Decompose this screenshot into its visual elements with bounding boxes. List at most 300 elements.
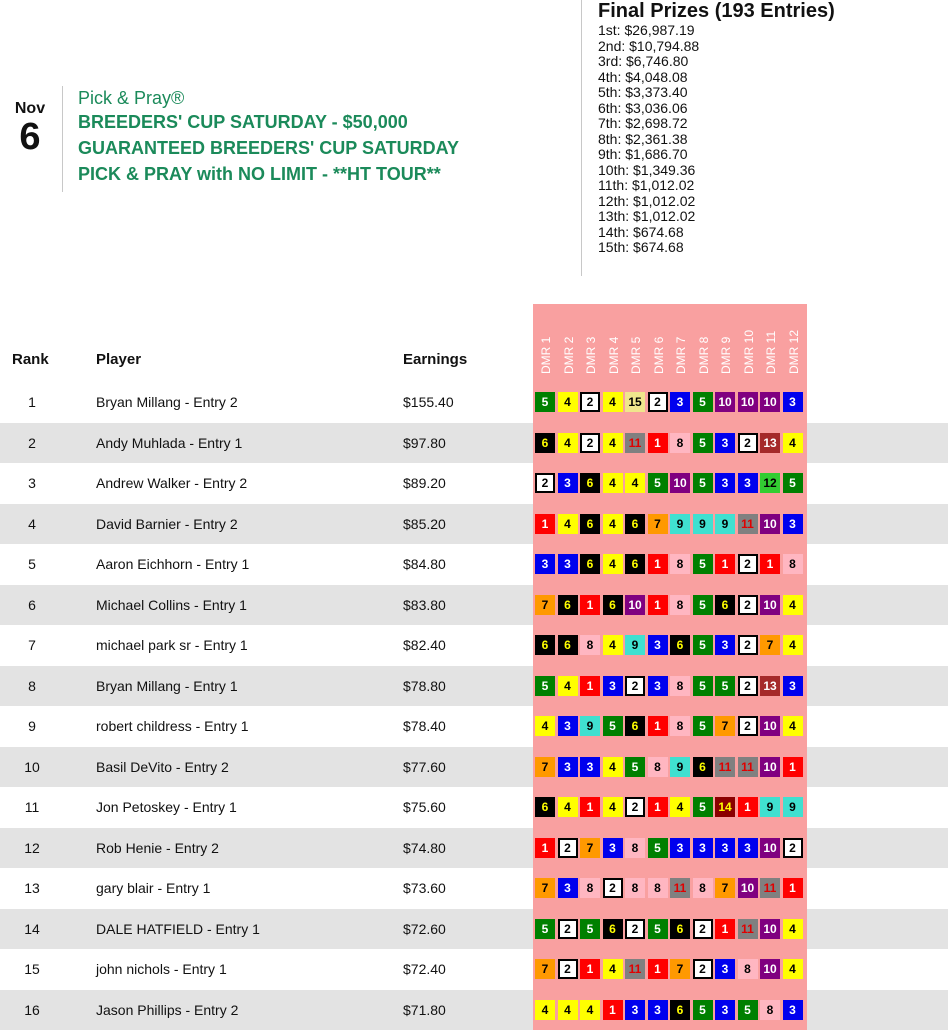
player-name-cell: gary blair - Entry 1	[96, 880, 210, 896]
table-row	[0, 666, 948, 707]
pick-saddle-cloth: 10	[760, 595, 780, 615]
pick-saddle-cloth: 15	[625, 392, 645, 412]
pick-saddle-cloth: 1	[535, 838, 555, 858]
pick-saddle-cloth: 6	[603, 595, 623, 615]
pick-saddle-cloth: 7	[535, 595, 555, 615]
pick-saddle-cloth: 4	[558, 797, 578, 817]
pick-saddle-cloth: 2	[535, 473, 555, 493]
pick-saddle-cloth: 6	[670, 635, 690, 655]
player-name-cell: Basil DeVito - Entry 2	[96, 759, 229, 775]
pick-saddle-cloth: 2	[558, 959, 578, 979]
rank-cell: 4	[0, 516, 64, 532]
pick-saddle-cloth: 1	[648, 554, 668, 574]
pick-saddle-cloth: 11	[670, 878, 690, 898]
pick-saddle-cloth: 3	[580, 757, 600, 777]
pick-saddle-cloth: 1	[580, 797, 600, 817]
race-header-label: DMR 8	[697, 308, 711, 374]
table-row	[0, 868, 948, 909]
pick-saddle-cloth: 1	[760, 554, 780, 574]
pick-saddle-cloth: 3	[783, 514, 803, 534]
pick-saddle-cloth: 8	[648, 757, 668, 777]
player-name-cell: Rob Henie - Entry 2	[96, 840, 219, 856]
table-row	[0, 625, 948, 666]
pick-saddle-cloth: 9	[783, 797, 803, 817]
pick-saddle-cloth: 5	[738, 1000, 758, 1020]
pick-saddle-cloth: 6	[535, 797, 555, 817]
rank-column-header: Rank	[12, 351, 49, 368]
rank-cell: 9	[0, 718, 64, 734]
pick-saddle-cloth: 4	[670, 797, 690, 817]
event-title-line: PICK & PRAY with NO LIMIT - **HT TOUR**	[78, 161, 572, 187]
pick-saddle-cloth: 2	[580, 392, 600, 412]
table-row	[0, 747, 948, 788]
prize-item: 13th: $1,012.02	[598, 209, 941, 225]
pick-saddle-cloth: 7	[535, 878, 555, 898]
pick-saddle-cloth: 5	[693, 1000, 713, 1020]
pick-saddle-cloth: 10	[738, 878, 758, 898]
rank-cell: 5	[0, 556, 64, 572]
pick-saddle-cloth: 1	[648, 595, 668, 615]
picks-cells	[535, 1000, 805, 1020]
picks-cells	[535, 676, 805, 696]
pick-saddle-cloth: 5	[693, 635, 713, 655]
pick-saddle-cloth: 6	[580, 554, 600, 574]
race-header-label: DMR 10	[742, 308, 756, 374]
prize-item: 11th: $1,012.02	[598, 178, 941, 194]
pick-saddle-cloth: 4	[603, 392, 623, 412]
player-column-header: Player	[96, 351, 141, 368]
pick-saddle-cloth: 2	[738, 433, 758, 453]
event-title-line: GUARANTEED BREEDERS' CUP SATURDAY	[78, 135, 572, 161]
pick-saddle-cloth: 11	[715, 757, 735, 777]
event-month: Nov	[10, 100, 50, 118]
pick-saddle-cloth: 6	[580, 473, 600, 493]
pick-saddle-cloth: 2	[783, 838, 803, 858]
prizes-heading: Final Prizes (193 Entries)	[598, 0, 941, 22]
pick-saddle-cloth: 1	[580, 959, 600, 979]
pick-saddle-cloth: 2	[558, 838, 578, 858]
race-header-label: DMR 6	[652, 308, 666, 374]
picks-cells	[535, 797, 805, 817]
pick-saddle-cloth: 4	[783, 595, 803, 615]
pick-saddle-cloth: 5	[535, 676, 555, 696]
picks-cells	[535, 473, 805, 493]
pick-saddle-cloth: 2	[625, 676, 645, 696]
final-prizes	[581, 0, 941, 276]
pick-saddle-cloth: 8	[648, 878, 668, 898]
earnings-cell: $97.80	[403, 435, 446, 451]
table-row	[0, 504, 948, 545]
pick-saddle-cloth: 3	[783, 676, 803, 696]
earnings-cell: $72.40	[403, 961, 446, 977]
pick-saddle-cloth: 3	[783, 1000, 803, 1020]
pick-saddle-cloth: 11	[760, 878, 780, 898]
pick-saddle-cloth: 5	[625, 757, 645, 777]
pick-saddle-cloth: 3	[625, 1000, 645, 1020]
pick-saddle-cloth: 5	[693, 433, 713, 453]
pick-saddle-cloth: 7	[648, 514, 668, 534]
pick-saddle-cloth: 5	[693, 716, 713, 736]
rank-cell: 14	[0, 921, 64, 937]
table-row	[0, 828, 948, 869]
pick-saddle-cloth: 4	[535, 716, 555, 736]
pick-saddle-cloth: 1	[603, 1000, 623, 1020]
table-row	[0, 544, 948, 585]
prize-item: 2nd: $10,794.88	[598, 39, 941, 55]
prize-item: 4th: $4,048.08	[598, 70, 941, 86]
rank-cell: 13	[0, 880, 64, 896]
pick-saddle-cloth: 4	[603, 959, 623, 979]
player-name-cell: Andy Muhlada - Entry 1	[96, 435, 242, 451]
earnings-cell: $75.60	[403, 799, 446, 815]
pick-saddle-cloth: 1	[580, 595, 600, 615]
earnings-cell: $78.40	[403, 718, 446, 734]
rank-cell: 16	[0, 1002, 64, 1018]
pick-saddle-cloth: 4	[783, 635, 803, 655]
pick-saddle-cloth: 11	[625, 433, 645, 453]
pick-saddle-cloth: 6	[625, 514, 645, 534]
brand-name: Pick & Pray®	[78, 87, 572, 109]
pick-saddle-cloth: 10	[760, 392, 780, 412]
pick-saddle-cloth: 6	[625, 554, 645, 574]
player-name-cell: robert childress - Entry 1	[96, 718, 249, 734]
player-name-cell: Jason Phillips - Entry 2	[96, 1002, 238, 1018]
event-day: 6	[10, 118, 50, 156]
prize-item: 15th: $674.68	[598, 240, 941, 256]
race-header-label: DMR 12	[787, 308, 801, 374]
pick-saddle-cloth: 9	[715, 514, 735, 534]
pick-saddle-cloth: 5	[783, 473, 803, 493]
pick-saddle-cloth: 13	[760, 676, 780, 696]
table-row	[0, 382, 948, 423]
pick-saddle-cloth: 11	[738, 919, 758, 939]
pick-saddle-cloth: 1	[648, 716, 668, 736]
pick-saddle-cloth: 2	[738, 676, 758, 696]
pick-saddle-cloth: 4	[603, 757, 623, 777]
pick-saddle-cloth: 10	[760, 919, 780, 939]
picks-cells	[535, 554, 805, 574]
race-header-label: DMR 4	[607, 308, 621, 374]
pick-saddle-cloth: 3	[693, 838, 713, 858]
pick-saddle-cloth: 14	[715, 797, 735, 817]
table-row	[0, 585, 948, 626]
pick-saddle-cloth: 4	[603, 635, 623, 655]
pick-saddle-cloth: 11	[625, 959, 645, 979]
pick-saddle-cloth: 2	[625, 919, 645, 939]
pick-saddle-cloth: 4	[558, 514, 578, 534]
prize-item: 9th: $1,686.70	[598, 147, 941, 163]
pick-saddle-cloth: 3	[715, 635, 735, 655]
pick-saddle-cloth: 9	[625, 635, 645, 655]
pick-saddle-cloth: 5	[580, 919, 600, 939]
picks-cells	[535, 716, 805, 736]
player-name-cell: Bryan Millang - Entry 2	[96, 394, 238, 410]
pick-saddle-cloth: 4	[603, 514, 623, 534]
prize-item: 6th: $3,036.06	[598, 101, 941, 117]
race-header-label: DMR 1	[539, 308, 553, 374]
earnings-cell: $73.60	[403, 880, 446, 896]
earnings-cell: $72.60	[403, 921, 446, 937]
pick-saddle-cloth: 3	[715, 838, 735, 858]
pick-saddle-cloth: 10	[715, 392, 735, 412]
table-row	[0, 909, 948, 950]
pick-saddle-cloth: 12	[760, 473, 780, 493]
pick-saddle-cloth: 4	[783, 959, 803, 979]
race-header-label: DMR 7	[674, 308, 688, 374]
pick-saddle-cloth: 1	[715, 554, 735, 574]
pick-saddle-cloth: 1	[535, 514, 555, 534]
pick-saddle-cloth: 5	[693, 797, 713, 817]
pick-saddle-cloth: 4	[603, 433, 623, 453]
pick-saddle-cloth: 10	[670, 473, 690, 493]
pick-saddle-cloth: 1	[580, 676, 600, 696]
pick-saddle-cloth: 8	[693, 878, 713, 898]
event-title-line: BREEDERS' CUP SATURDAY - $50,000	[78, 109, 572, 135]
pick-saddle-cloth: 9	[693, 514, 713, 534]
pick-saddle-cloth: 8	[670, 554, 690, 574]
pick-saddle-cloth: 5	[648, 838, 668, 858]
pick-saddle-cloth: 4	[558, 1000, 578, 1020]
pick-saddle-cloth: 3	[558, 473, 578, 493]
player-name-cell: DALE HATFIELD - Entry 1	[96, 921, 260, 937]
pick-saddle-cloth: 5	[535, 392, 555, 412]
picks-cells	[535, 757, 805, 777]
pick-saddle-cloth: 6	[535, 635, 555, 655]
pick-saddle-cloth: 9	[670, 514, 690, 534]
picks-cells	[535, 919, 805, 939]
pick-saddle-cloth: 2	[603, 878, 623, 898]
pick-saddle-cloth: 8	[760, 1000, 780, 1020]
picks-cells	[535, 595, 805, 615]
pick-saddle-cloth: 9	[760, 797, 780, 817]
pick-saddle-cloth: 4	[783, 433, 803, 453]
pick-saddle-cloth: 10	[625, 595, 645, 615]
rank-cell: 12	[0, 840, 64, 856]
pick-saddle-cloth: 4	[558, 392, 578, 412]
prizes-list	[598, 23, 941, 256]
table-row	[0, 706, 948, 747]
earnings-cell: $83.80	[403, 597, 446, 613]
pick-saddle-cloth: 13	[760, 433, 780, 453]
pick-saddle-cloth: 6	[625, 716, 645, 736]
player-name-cell: michael park sr - Entry 1	[96, 637, 248, 653]
pick-saddle-cloth: 7	[715, 878, 735, 898]
pick-saddle-cloth: 8	[670, 716, 690, 736]
pick-saddle-cloth: 1	[648, 797, 668, 817]
pick-saddle-cloth: 4	[535, 1000, 555, 1020]
pick-saddle-cloth: 11	[738, 757, 758, 777]
picks-cells	[535, 878, 805, 898]
pick-saddle-cloth: 3	[783, 392, 803, 412]
prize-item: 8th: $2,361.38	[598, 132, 941, 148]
race-header-label: DMR 5	[629, 308, 643, 374]
picks-cells	[535, 433, 805, 453]
pick-saddle-cloth: 2	[693, 959, 713, 979]
pick-saddle-cloth: 3	[715, 959, 735, 979]
pick-saddle-cloth: 2	[738, 554, 758, 574]
pick-saddle-cloth: 8	[670, 595, 690, 615]
pick-saddle-cloth: 3	[558, 554, 578, 574]
pick-saddle-cloth: 4	[580, 1000, 600, 1020]
table-row	[0, 949, 948, 990]
pick-saddle-cloth: 4	[783, 919, 803, 939]
pick-saddle-cloth: 3	[715, 473, 735, 493]
table-row	[0, 463, 948, 504]
pick-saddle-cloth: 3	[715, 433, 735, 453]
pick-saddle-cloth: 3	[558, 757, 578, 777]
pick-saddle-cloth: 3	[648, 676, 668, 696]
pick-saddle-cloth: 8	[738, 959, 758, 979]
pick-saddle-cloth: 5	[603, 716, 623, 736]
rank-cell: 15	[0, 961, 64, 977]
prize-item: 3rd: $6,746.80	[598, 54, 941, 70]
prize-item: 10th: $1,349.36	[598, 163, 941, 179]
pick-saddle-cloth: 6	[558, 635, 578, 655]
event-title	[78, 109, 572, 187]
pick-saddle-cloth: 8	[580, 635, 600, 655]
pick-saddle-cloth: 6	[670, 1000, 690, 1020]
pick-saddle-cloth: 3	[738, 473, 758, 493]
picks-cells	[535, 635, 805, 655]
pick-saddle-cloth: 7	[760, 635, 780, 655]
pick-saddle-cloth: 10	[760, 959, 780, 979]
pick-saddle-cloth: 3	[670, 392, 690, 412]
table-row	[0, 423, 948, 464]
race-header-label: DMR 3	[584, 308, 598, 374]
rank-cell: 8	[0, 678, 64, 694]
rank-cell: 6	[0, 597, 64, 613]
pick-saddle-cloth: 5	[693, 392, 713, 412]
pick-saddle-cloth: 5	[693, 473, 713, 493]
pick-saddle-cloth: 1	[783, 757, 803, 777]
earnings-cell: $89.20	[403, 475, 446, 491]
pick-saddle-cloth: 2	[580, 433, 600, 453]
player-name-cell: Jon Petoskey - Entry 1	[96, 799, 237, 815]
race-header-label: DMR 11	[764, 308, 778, 374]
pick-saddle-cloth: 4	[558, 433, 578, 453]
player-name-cell: Bryan Millang - Entry 1	[96, 678, 238, 694]
earnings-cell: $78.80	[403, 678, 446, 694]
pick-saddle-cloth: 6	[580, 514, 600, 534]
pick-saddle-cloth: 3	[603, 676, 623, 696]
pick-saddle-cloth: 5	[693, 676, 713, 696]
pick-saddle-cloth: 7	[580, 838, 600, 858]
pick-saddle-cloth: 7	[535, 757, 555, 777]
earnings-cell: $85.20	[403, 516, 446, 532]
pick-saddle-cloth: 2	[648, 392, 668, 412]
pick-saddle-cloth: 4	[625, 473, 645, 493]
rank-cell: 1	[0, 394, 64, 410]
earnings-cell: $71.80	[403, 1002, 446, 1018]
pick-saddle-cloth: 6	[670, 919, 690, 939]
prize-item: 12th: $1,012.02	[598, 194, 941, 210]
pick-saddle-cloth: 6	[535, 433, 555, 453]
earnings-cell: $82.40	[403, 637, 446, 653]
pick-saddle-cloth: 2	[738, 716, 758, 736]
picks-cells	[535, 514, 805, 534]
pick-saddle-cloth: 5	[535, 919, 555, 939]
pick-saddle-cloth: 8	[580, 878, 600, 898]
pick-saddle-cloth: 7	[715, 716, 735, 736]
prize-item: 5th: $3,373.40	[598, 85, 941, 101]
pick-saddle-cloth: 8	[783, 554, 803, 574]
pick-saddle-cloth: 5	[648, 473, 668, 493]
pick-saddle-cloth: 6	[715, 595, 735, 615]
pick-saddle-cloth: 3	[558, 878, 578, 898]
pick-saddle-cloth: 3	[670, 838, 690, 858]
pick-saddle-cloth: 10	[760, 838, 780, 858]
earnings-cell: $155.40	[403, 394, 454, 410]
prize-item: 7th: $2,698.72	[598, 116, 941, 132]
pick-saddle-cloth: 2	[558, 919, 578, 939]
player-name-cell: john nichols - Entry 1	[96, 961, 227, 977]
pick-saddle-cloth: 1	[648, 433, 668, 453]
pick-saddle-cloth: 3	[535, 554, 555, 574]
rank-cell: 3	[0, 475, 64, 491]
pick-saddle-cloth: 1	[715, 919, 735, 939]
pick-saddle-cloth: 6	[558, 595, 578, 615]
earnings-column-header: Earnings	[403, 351, 467, 368]
earnings-cell: $84.80	[403, 556, 446, 572]
pick-saddle-cloth: 2	[738, 635, 758, 655]
pick-saddle-cloth: 5	[648, 919, 668, 939]
race-header-label: DMR 2	[562, 308, 576, 374]
pick-saddle-cloth: 8	[625, 878, 645, 898]
earnings-cell: $74.80	[403, 840, 446, 856]
pick-saddle-cloth: 2	[625, 797, 645, 817]
pick-saddle-cloth: 5	[715, 676, 735, 696]
pick-saddle-cloth: 10	[760, 514, 780, 534]
event-title-block	[62, 86, 572, 192]
event-date	[10, 100, 50, 156]
pick-saddle-cloth: 3	[738, 838, 758, 858]
race-header-labels	[536, 306, 806, 374]
pick-saddle-cloth: 2	[693, 919, 713, 939]
pick-saddle-cloth: 11	[738, 514, 758, 534]
pick-saddle-cloth: 5	[693, 554, 713, 574]
pick-saddle-cloth: 8	[625, 838, 645, 858]
pick-saddle-cloth: 3	[558, 716, 578, 736]
pick-saddle-cloth: 4	[603, 797, 623, 817]
pick-saddle-cloth: 3	[603, 838, 623, 858]
pick-saddle-cloth: 10	[760, 716, 780, 736]
pick-saddle-cloth: 7	[670, 959, 690, 979]
rank-cell: 10	[0, 759, 64, 775]
picks-cells	[535, 959, 805, 979]
picks-cells	[535, 838, 805, 858]
pick-saddle-cloth: 8	[670, 676, 690, 696]
pick-saddle-cloth: 5	[693, 595, 713, 615]
pick-saddle-cloth: 9	[580, 716, 600, 736]
prize-item: 1st: $26,987.19	[598, 23, 941, 39]
pick-saddle-cloth: 6	[603, 919, 623, 939]
player-name-cell: David Barnier - Entry 2	[96, 516, 238, 532]
player-name-cell: Aaron Eichhorn - Entry 1	[96, 556, 249, 572]
picks-cells	[535, 392, 805, 412]
pick-saddle-cloth: 4	[603, 473, 623, 493]
pick-saddle-cloth: 1	[738, 797, 758, 817]
pick-saddle-cloth: 8	[670, 433, 690, 453]
pick-saddle-cloth: 1	[648, 959, 668, 979]
pick-saddle-cloth: 4	[783, 716, 803, 736]
table-row	[0, 787, 948, 828]
player-name-cell: Michael Collins - Entry 1	[96, 597, 247, 613]
player-name-cell: Andrew Walker - Entry 2	[96, 475, 247, 491]
pick-saddle-cloth: 4	[558, 676, 578, 696]
pick-saddle-cloth: 10	[738, 392, 758, 412]
prize-item: 14th: $674.68	[598, 225, 941, 241]
rank-cell: 11	[0, 799, 64, 815]
